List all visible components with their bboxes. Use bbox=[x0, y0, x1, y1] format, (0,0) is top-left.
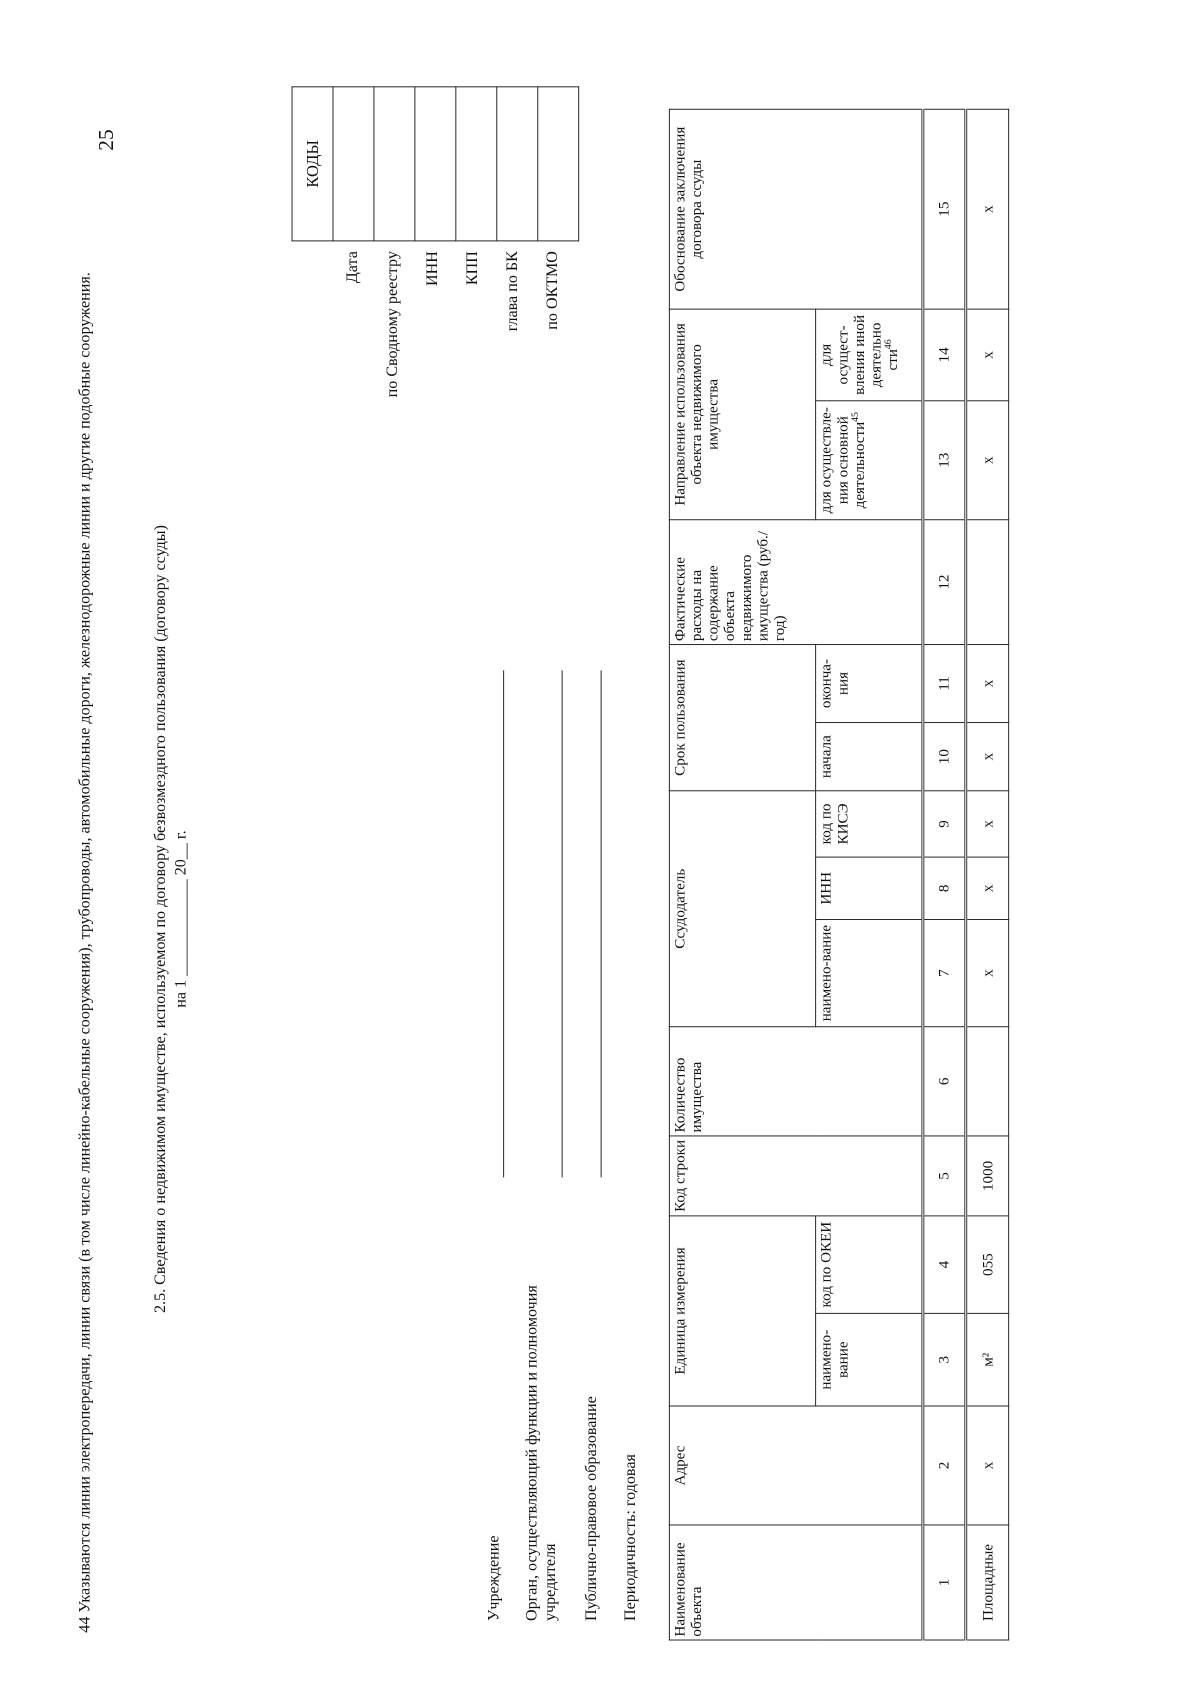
code-label-registry: по Сводному реестру bbox=[382, 251, 401, 398]
header-okei-code: код по ОКЕИ bbox=[816, 1216, 923, 1314]
header-term: Срок пользования bbox=[669, 644, 815, 790]
header-other-activity bbox=[816, 309, 923, 401]
footnote-ref-45: 45 bbox=[850, 412, 861, 422]
table-cell[interactable] bbox=[966, 1027, 1009, 1136]
header-object-name: Наименование объекта bbox=[669, 1525, 923, 1640]
footnote: 44 Указываются линии электропередачи, линии связи (в том числе линейно-кабельные сооружения), трубопроводы, автомобильные дороги, железнодорожные линии и другие подобные сооружения. bbox=[75, 272, 94, 1633]
codes-table bbox=[292, 86, 580, 241]
codes-heading: КОДЫ bbox=[292, 87, 333, 241]
column-number: 15 bbox=[923, 109, 966, 309]
code-cell-kpp[interactable] bbox=[456, 87, 497, 241]
page-number: 25 bbox=[93, 129, 118, 151]
column-number: 4 bbox=[923, 1216, 966, 1314]
header-usage-direction: Направление использования объекта недвижимого имущества bbox=[669, 309, 815, 520]
header-lender-inn: ИНН bbox=[816, 857, 923, 919]
table-cell: 055 bbox=[966, 1216, 1009, 1314]
header-row-code: Код строки bbox=[669, 1136, 923, 1216]
property-table bbox=[669, 109, 1009, 1641]
code-cell-budget-chapter[interactable] bbox=[497, 87, 538, 241]
column-number: 14 bbox=[923, 309, 966, 401]
table-cell: 1000 bbox=[966, 1136, 1009, 1216]
column-number: 11 bbox=[923, 644, 966, 722]
column-number: 6 bbox=[923, 1027, 966, 1136]
table-cell[interactable]: x bbox=[966, 644, 1009, 722]
public-entity-label: Публично-правовое образование bbox=[581, 1396, 600, 1621]
column-number: 1 bbox=[923, 1525, 966, 1640]
section-title bbox=[149, 217, 190, 1621]
founder-line bbox=[562, 670, 563, 1177]
rotated-page bbox=[40, 80, 1171, 1660]
code-cell-inn[interactable] bbox=[415, 87, 456, 241]
table-cell[interactable] bbox=[966, 520, 1009, 645]
header-term-start: начала bbox=[816, 723, 923, 791]
header-main-activity bbox=[816, 401, 923, 520]
section-title-date-line: на 1 ____________ 20__ г. bbox=[170, 830, 190, 1008]
table-cell: м² bbox=[966, 1313, 1009, 1406]
table-cell[interactable]: x bbox=[966, 309, 1009, 401]
column-number: 8 bbox=[923, 857, 966, 919]
table-cell[interactable]: x bbox=[966, 723, 1009, 791]
header-unit-name: наимено-вание bbox=[816, 1313, 923, 1406]
table-cell[interactable]: x bbox=[966, 791, 1009, 857]
table-cell[interactable]: x bbox=[966, 919, 1009, 1026]
table-cell[interactable]: x bbox=[966, 857, 1009, 919]
code-label-date: Дата bbox=[342, 251, 361, 284]
code-cell-oktmo[interactable] bbox=[538, 87, 579, 241]
column-number: 2 bbox=[923, 1406, 966, 1525]
header-quantity: Количество имущества bbox=[669, 1027, 923, 1136]
column-number: 9 bbox=[923, 791, 966, 857]
column-number: 10 bbox=[923, 723, 966, 791]
column-number: 13 bbox=[923, 401, 966, 520]
column-number: 7 bbox=[923, 919, 966, 1026]
column-number: 5 bbox=[923, 1136, 966, 1216]
header-address: Адрес bbox=[669, 1406, 923, 1525]
founder-label: Орган, осуществляющий функции и полномочия учредителя bbox=[521, 1285, 559, 1621]
code-cell-registry[interactable] bbox=[374, 87, 415, 241]
code-label-inn: ИНН bbox=[422, 251, 441, 286]
institution-label: Учреждение bbox=[483, 1535, 503, 1621]
code-label-oktmo: по ОКТМО bbox=[542, 251, 561, 330]
code-label-budget-chapter: глава по БК bbox=[502, 251, 521, 332]
header-term-end: оконча-ния bbox=[816, 644, 923, 722]
institution-line bbox=[503, 670, 504, 1177]
column-number: 12 bbox=[923, 520, 966, 645]
header-lender-name: наимено-вание bbox=[816, 919, 923, 1026]
table-cell[interactable]: x bbox=[966, 401, 1009, 520]
footnote-ref-46: 46 bbox=[883, 339, 894, 350]
header-lender-kise-code: код по КИСЭ bbox=[816, 791, 923, 857]
header-unit: Единица измерения bbox=[669, 1216, 815, 1406]
header-main-activity-text: для осуществле-ния основной деятельности bbox=[818, 407, 868, 514]
code-label-kpp: КПП bbox=[462, 251, 481, 286]
table-cell[interactable]: x bbox=[966, 109, 1009, 309]
header-other-activity-text: для осущест-вления иной деятельно сти bbox=[818, 314, 901, 395]
header-contract-basis: Обоснование заключения договора ссуды bbox=[669, 109, 923, 309]
header-actual-expenses: Фактические расходы на содержание объекта недвижимого имущества (руб./год) bbox=[669, 520, 923, 645]
periodicity-label: Периодичность: годовая bbox=[620, 1454, 639, 1621]
table-cell[interactable]: x bbox=[966, 1406, 1009, 1525]
header-lender: Ссудодатель bbox=[669, 791, 815, 1027]
section-title-line1: 2.5. Сведения о недвижимом имуществе, используемом по договору безвозмездного пользования (договору ссуды) bbox=[150, 525, 169, 1313]
public-entity-line bbox=[601, 670, 602, 1177]
column-number: 3 bbox=[923, 1313, 966, 1406]
row-label-area: Площадные bbox=[966, 1525, 1009, 1640]
code-cell-date[interactable] bbox=[333, 87, 374, 241]
